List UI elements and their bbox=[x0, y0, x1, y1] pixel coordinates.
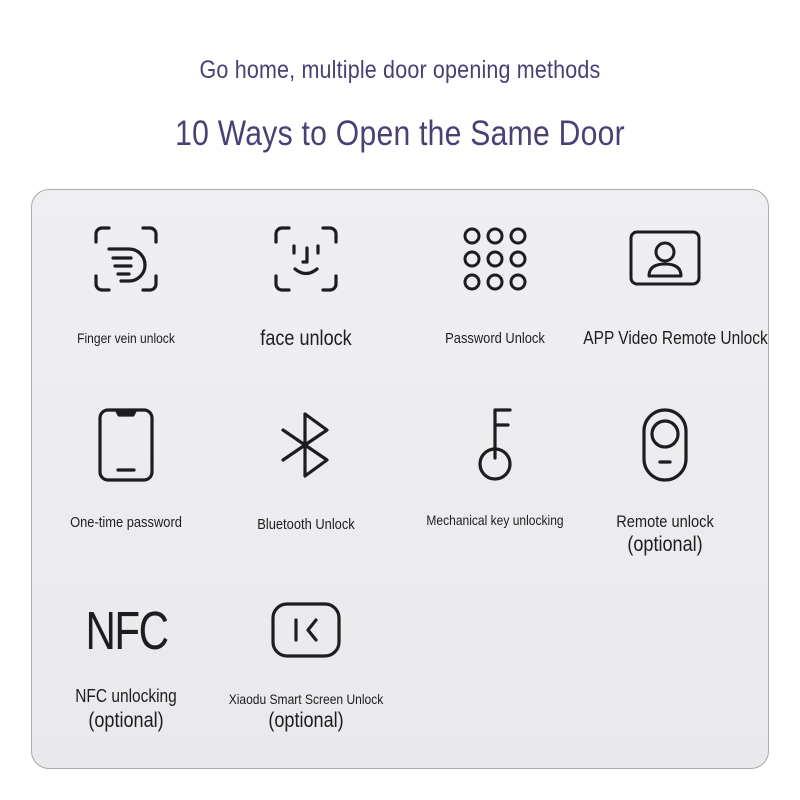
page-title: 10 Ways to Open the Same Door bbox=[175, 114, 625, 153]
keypad-icon bbox=[460, 224, 530, 294]
method-label: Finger vein unlock bbox=[77, 330, 175, 346]
unlock-methods-panel bbox=[31, 189, 769, 769]
method-label: Bluetooth Unlock bbox=[257, 516, 355, 533]
method-label: Remote unlock bbox=[616, 512, 714, 531]
method-label: Password Unlock bbox=[445, 330, 545, 347]
method-label: One-time password bbox=[70, 514, 182, 531]
method-xiaodu bbox=[211, 598, 401, 733]
method-password bbox=[400, 224, 590, 348]
method-face bbox=[211, 224, 401, 351]
method-nfc bbox=[31, 598, 221, 733]
remote-fob-icon bbox=[630, 408, 700, 482]
video-call-icon bbox=[629, 224, 701, 294]
method-one-time-password bbox=[31, 408, 221, 532]
nfc-icon-text: NFC bbox=[85, 601, 167, 661]
phone-icon bbox=[91, 408, 161, 482]
key-icon bbox=[460, 408, 530, 482]
smart-screen-icon bbox=[270, 598, 342, 664]
method-label: APP Video Remote Unlock bbox=[583, 328, 768, 348]
method-mechanical-key bbox=[400, 408, 590, 529]
method-label: Xiaodu Smart Screen Unlock bbox=[228, 691, 384, 707]
face-icon bbox=[271, 224, 341, 294]
page-subtitle: Go home, multiple door opening methods bbox=[199, 56, 601, 84]
method-finger-vein bbox=[31, 224, 221, 347]
optional-note: (optional) bbox=[268, 708, 344, 732]
method-app-video bbox=[570, 224, 768, 350]
optional-note: (optional) bbox=[627, 533, 703, 557]
bluetooth-icon bbox=[271, 408, 341, 482]
method-bluetooth bbox=[211, 408, 401, 534]
method-label: NFC unlocking bbox=[75, 686, 177, 706]
finger-vein-icon bbox=[91, 224, 161, 294]
method-remote bbox=[570, 408, 760, 558]
method-label: Mechanical key unlocking bbox=[426, 512, 564, 528]
method-label: face unlock bbox=[260, 327, 352, 350]
optional-note: (optional) bbox=[88, 708, 164, 732]
nfc-icon bbox=[31, 598, 221, 664]
